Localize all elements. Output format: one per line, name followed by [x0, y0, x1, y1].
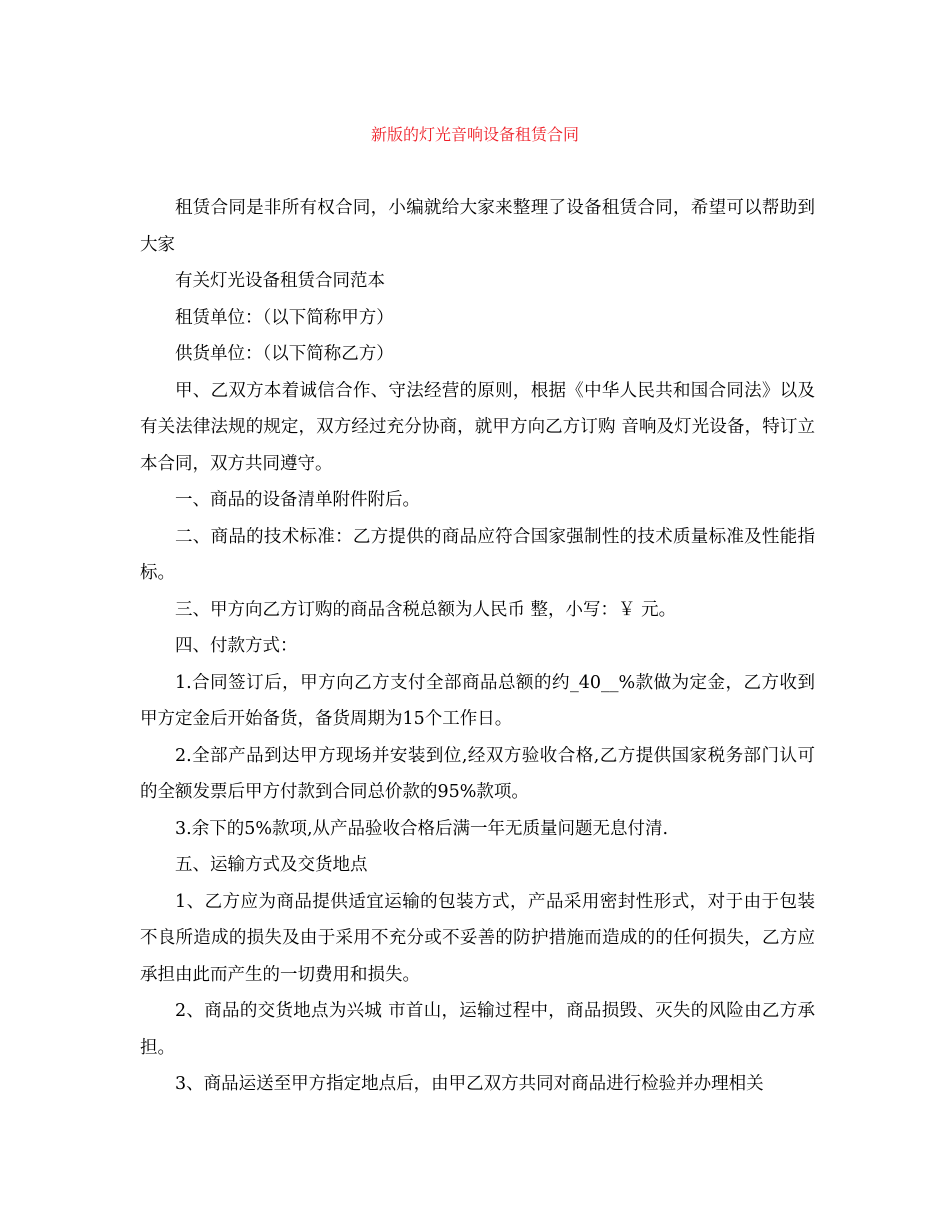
paragraph-clause-5: 五、运输方式及交货地点 — [175, 855, 368, 875]
paragraph-preamble: 甲、乙双方本着诚信合作、守法经营的原则，根据《中华人民共和国合同法》以及有关法律法规的规定，双方经过充分协商，就甲方向乙方订购 音响及灯光设备，特订立本合同，双方共同遵守。 — [140, 380, 815, 474]
paragraph-template-heading: 有关灯光设备租赁合同范本 — [175, 271, 385, 291]
paragraph-clause-4: 四、付款方式： — [175, 636, 298, 656]
document-body — [140, 190, 815, 1103]
paragraph-transport-2: 2、商品的交货地点为兴城 市首山，运输过程中，商品损毁、灭失的风险由乙方承担。 — [140, 1001, 815, 1058]
paragraph-clause-2: 二、商品的技术标准：乙方提供的商品应符合国家强制性的技术质量标准及性能指标。 — [140, 526, 815, 583]
paragraph-lessor: 租赁单位：（以下简称甲方） — [175, 307, 394, 328]
paragraph-payment-1: 1.合同签订后，甲方向乙方支付全部商品总额的约_40__%款做为定金，乙方收到甲方定金后开始备货，备货周期为15个工作日。 — [140, 672, 815, 729]
document-title: 新版的灯光音响设备租赁合同 — [370, 125, 579, 144]
paragraph-intro: 租赁合同是非所有权合同，小编就给大家来整理了设备租赁合同，希望可以帮助到大家 — [140, 198, 815, 255]
paragraph-transport-1: 1、乙方应为商品提供适宜运输的包装方式，产品采用密封性形式，对于由于包装不良所造成的损失及由于采用不充分或不妥善的防护措施而造成的的任何损失，乙方应承担由此而产生的一切费用和损失。 — [140, 891, 815, 985]
paragraph-payment-2: 2.全部产品到达甲方现场并安装到位,经双方验收合格,乙方提供国家税务部门认可的全额发票后甲方付款到合同总价款的95%款项。 — [140, 745, 815, 802]
paragraph-supplier: 供货单位：（以下简称乙方） — [175, 344, 394, 364]
paragraph-payment-3: 3.余下的5%款项,从产品验收合格后满一年无质量问题无息付清. — [175, 818, 669, 839]
paragraph-clause-3: 三、甲方向乙方订购的商品含税总额为人民币 整，小写：￥ 元。 — [175, 599, 677, 620]
paragraph-transport-3: 3、商品运送至甲方指定地点后，由甲乙双方共同对商品进行检验并办理相关 — [175, 1074, 764, 1094]
paragraph-clause-1: 一、商品的设备清单附件附后。 — [175, 490, 420, 510]
